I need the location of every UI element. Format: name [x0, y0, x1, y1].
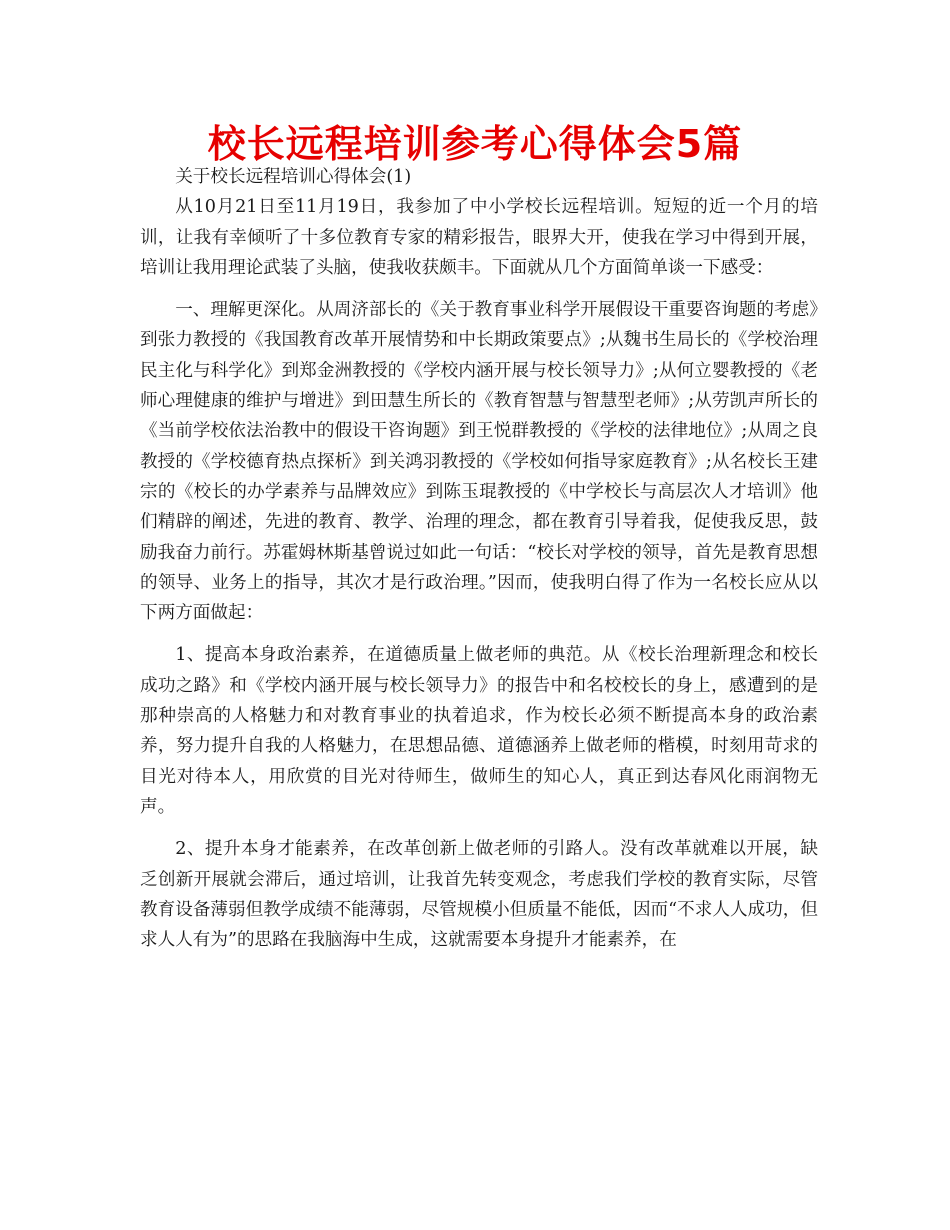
section-one-paragraph: 一、理解更深化。从周济部长的《关于教育事业科学开展假设干重要咨询题的考虑》到张力教授的《我国教育改革开展情势和中长期政策要点》;从魏书生局长的《学校治理民主化与科学化》到郑金洲教授的《学校内涵开展与校长领导力》;从何立婴教授的《老师心理健康的维护与增进》到田慧生所长的《教育智慧与智慧型老师》;从劳凯声所长的《当前学校依法治教中的假设干咨询题》到王悦群教授的《学校的法律地位》;从周之良教授的《学校德育热点探析》到关鸿羽教授的《学校如何指导家庭教育》;从名校长王建宗的《校长的办学素养与品牌效应》到陈玉琨教授的《中学校长与高层次人才培训》他们精辟的阐述，先进的教育、教学、治理的理念，都在教育引导着我，促使我反思，鼓励我奋力前行。苏霍姆林斯基曾说过如此一句话：“校长对学校的领导，首先是教育思想的领导、业务上的指导，其次才是行政治理。”因而，使我明白得了作为一名校长应从以下两方面做起： — [140, 300, 818, 624]
document-title: 校长远程培训参考心得体会5篇 — [207, 122, 743, 166]
point-one-paragraph: 1、提高本身政治素养，在道德质量上做老师的典范。从《校长治理新理念和校长成功之路》和《学校内涵开展与校长领导力》的报告中和名校校长的身上，感遭到的是那种崇高的人格魅力和对教育事业的执着追求，作为校长必须不断提高本身的政治素养，努力提升自我的人格魅力，在思想品德、道德涵养上做老师的楷模，时刻用苛求的目光对待本人，用欣赏的目光对待师生，做师生的知心人，真正到达春风化雨润物无声。 — [140, 645, 818, 817]
intro-paragraph: 从10月21日至11月19日，我参加了中小学校长远程培训。短短的近一个月的培训，让我有幸倾听了十多位教育专家的精彩报告，眼界大开，使我在学习中得到开展，培训让我用理论武装了头脑，使我收获颇丰。下面就从几个方面简单谈一下感受： — [140, 197, 818, 278]
subtitle-paragraph: 关于校长远程培训心得体会(1) — [175, 167, 412, 187]
point-two-paragraph: 2、提升本身才能素养，在改革创新上做老师的引路人。没有改革就难以开展，缺乏创新开展就会滞后，通过培训，让我首先转变观念，考虑我们学校的教育实际，尽管教育设备薄弱但教学成绩不能薄弱，尽管规模小但质量不能低，因而“不求人人成功，但求人人有为”的思路在我脑海中生成，这就需要本身提升才能素养，在 — [140, 839, 818, 951]
document-body — [140, 162, 818, 955]
